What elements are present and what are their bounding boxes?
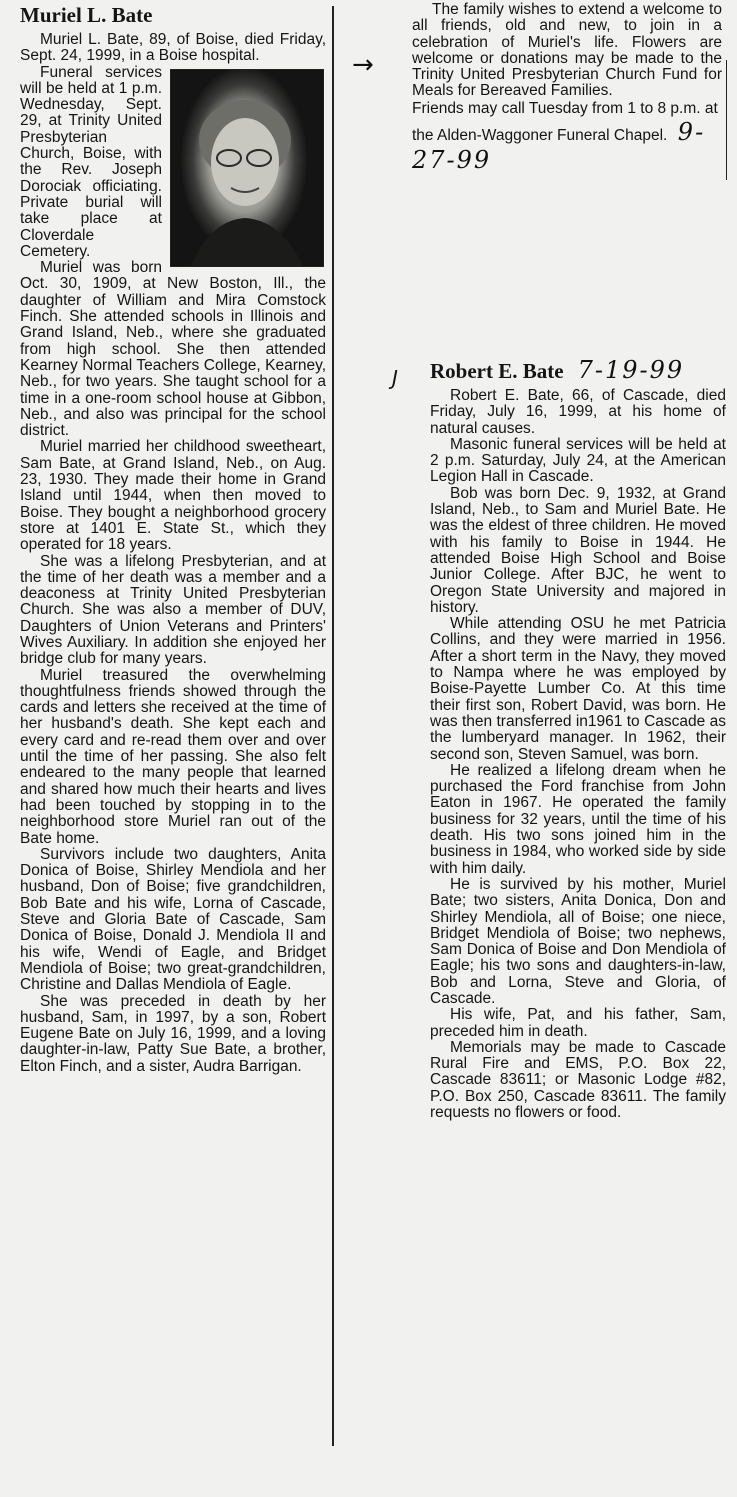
paragraph: He is survived by his mother, Muriel Bate; two sisters, Anita Donica, Don and Shirley Mendiola, all of Boise; one niece, Bridget Mendiola of Boise; two nephews, Sam Donica of Boise and Don Mendiola of Eagle; his two sons and daughters-in-law, Bob and Lorna, Steve and Gloria, of Cascade. [430,875,726,1007]
paragraph: His wife, Pat, and his father, Sam, preceded him in death. [430,1006,726,1040]
handwritten-date: 9-27-99 [412,117,706,174]
paragraph: Survivors include two daughters, Anita Donica of Boise, Shirley Mendiola and her husband, Don of Boise; five grandchildren, Bob Bate and his wife, Lorna of Cascade, Steve and Gloria Bate of Cascade, Sam Donica of Boise, Donald J. Mendiola II and his wife, Wendi of Eagle, and Bridget Mendiola of Boise; two great-grandchildren, Christine and Dallas Mendiola of Eagle. [20,845,326,994]
paragraph: Masonic funeral services will be held at 2 p.m. Saturday, July 24, at the American Legion Hall in Cascade. [430,435,726,486]
obituary-muriel [20,2,326,1075]
portrait-photo [170,69,324,267]
paragraph: Memorials may be made to Cascade Rural Fire and EMS, P.O. Box 22, Cascade 83611; or Masonic Lodge #82, P.O. Box 250, Cascade 83611. The family requests no flowers or food. [430,1038,726,1122]
column-rule-left [332,6,334,1446]
obituary-header [430,356,726,384]
paragraph: Robert E. Bate, 66, of Cascade, died Friday, July 16, 1999, at his home of natural causes. [430,387,726,437]
check-mark: J [392,366,398,390]
obituary-title: Muriel L. Bate [20,3,153,27]
paragraph: Muriel married her childhood sweetheart, Sam Bate, at Grand Island, Neb., on Aug. 23, 1930. They made their home in Grand Island until 1944, when then moved to Boise. They bought a neighborhood grocery store at 1401 E. State St., which they operated for 18 years. [20,438,326,554]
paragraph: Friends may call Tuesday from 1 to 8 p.m. at the Alden-Waggoner Funeral Chapel. [412,99,718,144]
portrait-illustration [171,70,323,266]
paragraph: She was a lifelong Presbyterian, and at the time of her death was a member and a deaconess at Trinity United Presbyterian Church. She was also a member of DUV, Daughters of Union Veterans and Printers' Wives Auxiliary. In addition she enjoyed her bridge club for many years. [20,552,326,668]
paragraph: Muriel treasured the overwhelming thoughtfulness friends showed through the cards and letters she received at the time of her husband's death. She kept each and every card and re-read them over and over until the time of her passing. She also felt endeared to the many people that learned and shared how much their hearts and lives had been touched by stopping in to the neighborhood store Muriel ran out of the Bate home. [20,666,326,847]
paragraph: The family wishes to extend a welcome to all friends, old and new, to join in a celebration of Muriel's life. Flowers are welcome or donations may be made to the Trinity United Presbyterian Church Fund for Meals for Bereaved Families. [412,1,722,100]
paragraph: While attending OSU he met Patricia Collins, and they were married in 1956. After a short term in the Navy, they moved to Nampa where he was employed by Boise-Payette Lumber Co. At this time their first son, Robert David, was born. He was then transferred in1961 to Cascade as the lumberyard manager. In 1962, their second son, Steven Samuel, was born. [430,615,726,763]
obituary-robert [430,356,726,1121]
column-rule-right [726,60,727,180]
paragraph: Funeral services will be held at 1 p.m. Wednesday, Sept. 29, at Trinity United Presbyterian Church, Boise, with the Rev. Joseph Dorociak officiating. Private burial will take place at Cloverdale Cemetery. [20,63,162,260]
paragraph: Muriel was born Oct. 30, 1909, at New Boston, Ill., the daughter of William and Mira Comstock Finch. She attended schools in Illinois and Grand Island, Neb., where she graduated from high school. She then attended Kearney Normal Teachers College, Kearney, Neb., for two years. She taught school for a time in a one-room school house at Gibbon, Neb., and also was principal for the school district. [20,259,326,440]
paragraph: Bob was born Dec. 9, 1932, at Grand Island, Neb., to Sam and Muriel Bate. He was the eldest of three children. He moved with his family to Boise in 1944. He attended Boise High School and Boise Junior College. After BJC, he went to Oregon State University and majored in history. [430,484,726,616]
arrow-mark-icon: → [352,50,374,80]
paragraph: He realized a lifelong dream when he purchased the Ford franchise from John Eaton in 1967. He operated the family business for 32 years, until the time of his death. His two sons joined him in the business in 1984, who worked side by side with him daily. [430,761,726,877]
paragraph: She was preceded in death by her husband, Sam, in 1997, by a son, Robert Eugene Bate on July 16, 1999, and a loving daughter-in-law, Patty Sue Bate, a brother, Elton Finch, and a sister, Audra Barrigan. [20,992,326,1075]
obituary-continuation [412,2,722,174]
handwritten-date: 7-19-99 [577,356,685,384]
obituary-title: Robert E. Bate [430,359,564,383]
paragraph: Muriel L. Bate, 89, of Boise, died Friday, Sept. 24, 1999, in a Boise hospital. [20,31,326,65]
